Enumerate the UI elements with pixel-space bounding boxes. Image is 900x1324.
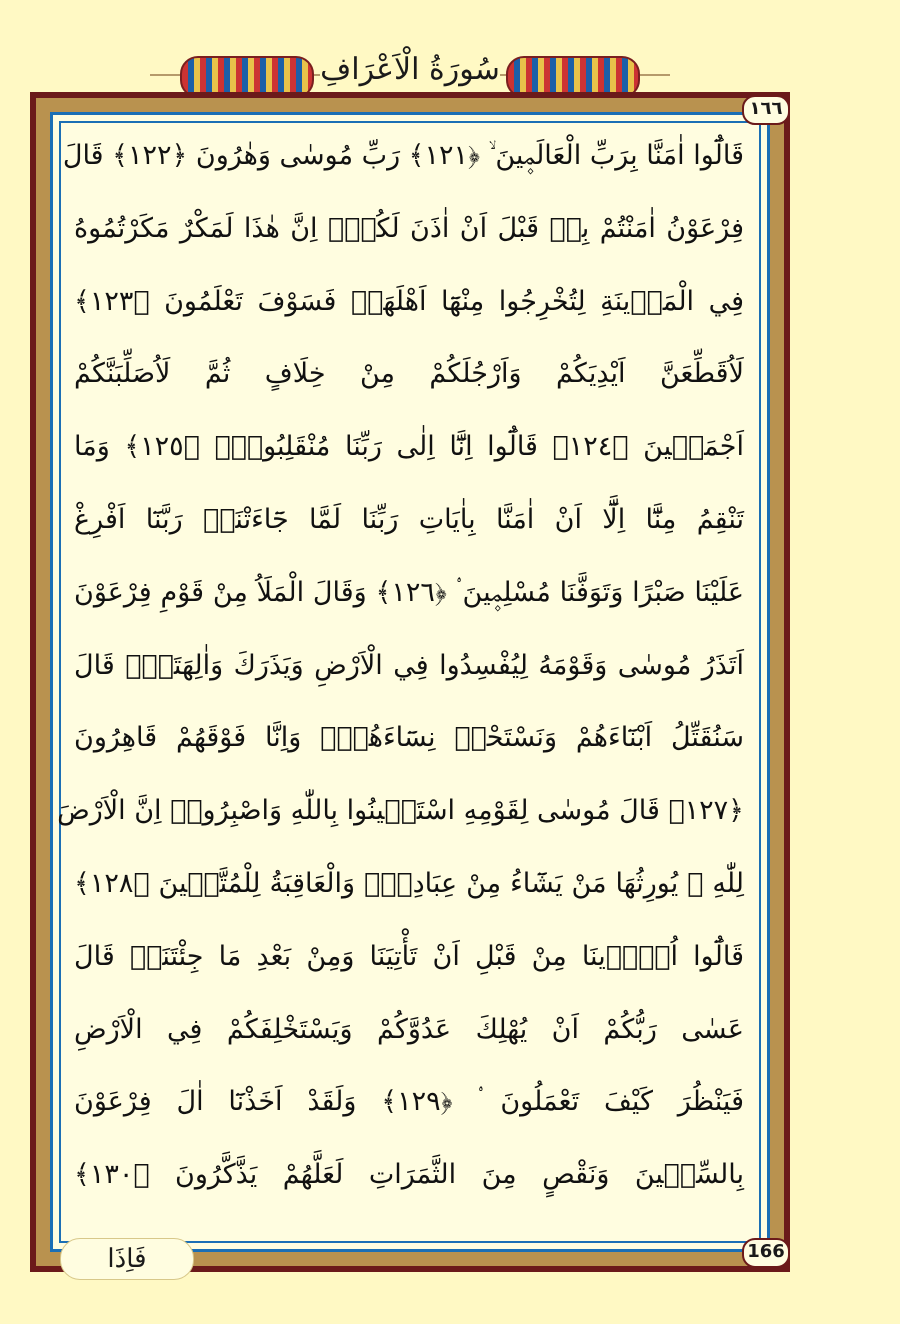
text-line: فِرْعَوْنُ اٰمَنْتُمْ بِه۪ قَبْلَ اَنْ اٰذَنَ لَكُمْۚ اِنَّ هٰذَا لَمَكْرٌ مَكَرْتُمُوهُ [74,212,744,244]
text-line: تَنْقِمُ مِنَّٓا اِلَّٓا اَنْ اٰمَنَّا بِاٰيَاتِ رَبِّنَا لَمَّا جَٓاءَتْنَاۜ رَبَّنَٓا اَفْرِغْ [74,503,744,535]
text-line: قَالُٓوا اُو۫ذ۪ينَا مِنْ قَبْلِ اَنْ تَأْتِيَنَا وَمِنْ بَعْدِ مَا جِئْتَنَاۜ قَالَ [74,940,744,972]
page-number-bottom: 166 [742,1238,790,1268]
catchword: فَاِذَا [60,1238,194,1280]
text-line: لَاُقَطِّعَنَّ اَيْدِيَكُمْ وَاَرْجُلَكُمْ مِنْ خِلَافٍ ثُمَّ لَاُصَلِّبَنَّكُمْ [74,358,744,390]
text-line: فِي الْمَد۪ينَةِ لِتُخْرِجُوا مِنْهَٓا اَهْلَهَاۚ فَسَوْفَ تَعْلَمُونَ ﴿١٢٣﴾ [74,285,744,317]
surah-title: سُورَةُ الْاَعْرَافِ [320,52,500,87]
text-line: ﴿١٢٧﴾ قَالَ مُوسٰى لِقَوْمِهِ اسْتَع۪ينُوا بِاللّٰهِ وَاصْبِرُواۚ اِنَّ الْاَرْضَ [57,795,744,827]
text-line: اَتَذَرُ مُوسٰى وَقَوْمَهُ لِيُفْسِدُوا فِي الْاَرْضِ وَيَذَرَكَ وَاٰلِهَتَكَۜ قَالَ [74,649,744,681]
text-line: اَجْمَع۪ينَ ﴿١٢٤﴾ قَالُٓوا اِنَّٓا اِلٰى رَبِّنَا مُنْقَلِبُونَۚ ﴿١٢٥﴾ وَمَا [74,431,744,463]
text-line: عَسٰى رَبُّكُمْ اَنْ يُهْلِكَ عَدُوَّكُمْ وَيَسْتَخْلِفَكُمْ فِي الْاَرْضِ [74,1013,744,1045]
text-line: قَالُٓوا اٰمَنَّا بِرَبِّ الْعَالَم۪ينَ ۙ ﴿١٢١﴾ رَبِّ مُوسٰى وَهٰرُونَ ﴿١٢٢﴾ قَالَ [62,140,744,171]
text-line: عَلَيْنَا صَبْرًا وَتَوَفَّنَا مُسْلِم۪ينَ ۟ ﴿١٢٦﴾ وَقَالَ الْمَلَاُ مِنْ قَوْمِ فِرْعَوْنَ [74,576,744,608]
page-number-top: ١٦٦ [742,95,790,125]
quran-text [57,120,744,1212]
text-line: فَيَنْظُرَ كَيْفَ تَعْمَلُونَ ۟ ﴿١٢٩﴾ وَلَقَدْ اَخَذْنَٓا اٰلَ فِرْعَوْنَ [74,1086,744,1118]
text-line: لِلّٰهِ ۗ يُورِثُهَا مَنْ يَشَٓاءُ مِنْ عِبَادِه۪ۜ وَالْعَاقِبَةُ لِلْمُتَّق۪ينَ ﴿١٢٨﴾ [74,867,744,899]
text-line: سَنُقَتِّلُ اَبْنَٓاءَهُمْ وَنَسْتَحْي۪ نِسَٓاءَهُمْۚ وَاِنَّا فَوْقَهُمْ قَاهِرُونَ [74,722,744,754]
text-line: بِالسِّن۪ينَ وَنَقْصٍ مِنَ الثَّمَرَاتِ لَعَلَّهُمْ يَذَّكَّرُونَ ﴿١٣٠﴾ [74,1159,744,1191]
